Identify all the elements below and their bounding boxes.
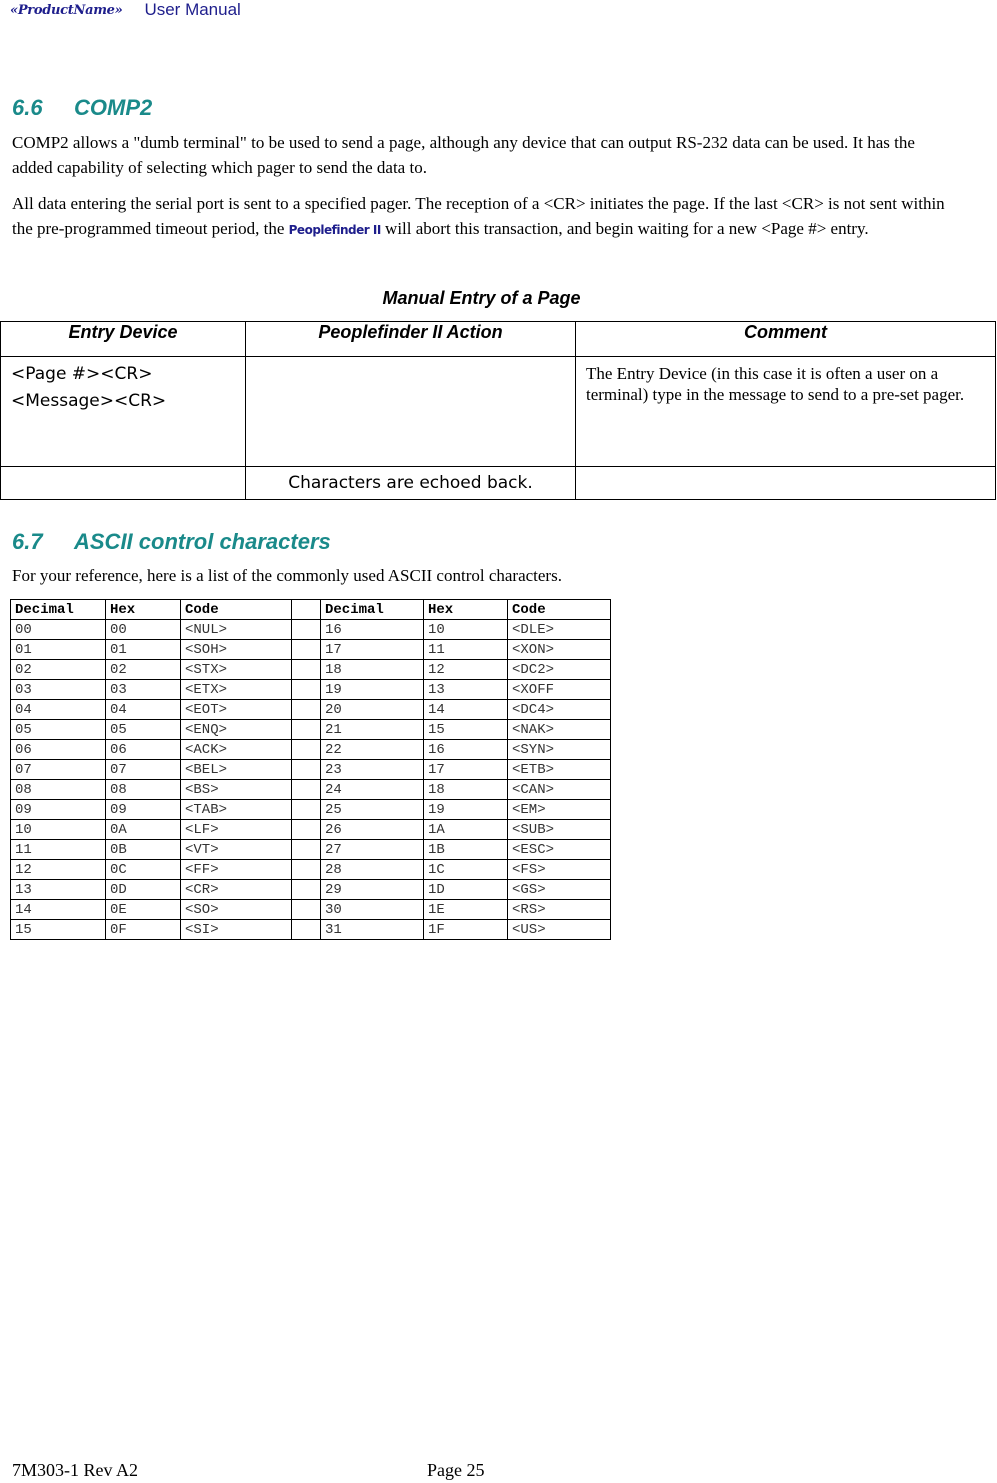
code-cell: <BEL> [181, 760, 292, 780]
code-cell: <NAK> [508, 720, 611, 740]
decimal-cell: 19 [321, 680, 424, 700]
table-row [11, 780, 611, 800]
table-row [11, 920, 611, 940]
decimal-cell: 18 [321, 660, 424, 680]
table-row [11, 740, 611, 760]
hex-cell: 13 [424, 680, 508, 700]
hex-cell: 19 [424, 800, 508, 820]
col-comment: Comment [576, 322, 996, 357]
hex-cell: 04 [106, 700, 181, 720]
ascii-table-body [11, 620, 611, 940]
code-cell: <FF> [181, 860, 292, 880]
decimal-cell: 15 [11, 920, 106, 940]
spacer-cell [292, 660, 321, 680]
hex-cell: 18 [424, 780, 508, 800]
decimal-cell: 16 [321, 620, 424, 640]
action-cell: Characters are echoed back. [246, 467, 576, 500]
decimal-cell: 31 [321, 920, 424, 940]
hex-cell: 16 [424, 740, 508, 760]
decimal-cell: 10 [11, 820, 106, 840]
table-row [11, 620, 611, 640]
hex-cell: 1E [424, 900, 508, 920]
table-row [11, 900, 611, 920]
table-row [11, 680, 611, 700]
table-row [11, 880, 611, 900]
entry-line-2: <Message><CR> [11, 391, 167, 411]
spacer-cell [292, 640, 321, 660]
hex-cell: 07 [106, 760, 181, 780]
hex-cell: 09 [106, 800, 181, 820]
decimal-cell: 07 [11, 760, 106, 780]
section-number: 6.7 [12, 529, 43, 554]
hex-cell: 1B [424, 840, 508, 860]
decimal-cell: 01 [11, 640, 106, 660]
code-cell: <XOFF [508, 680, 611, 700]
decimal-cell: 08 [11, 780, 106, 800]
entry-device-cell [1, 357, 246, 467]
code-cell: <DLE> [508, 620, 611, 640]
code-cell: <SYN> [508, 740, 611, 760]
hex-cell: 17 [424, 760, 508, 780]
spacer-cell [292, 760, 321, 780]
code-cell: <EOT> [181, 700, 292, 720]
comp2-behavior-text-b: will abort this transaction, and begin waiting for a new <Page #> entry. [380, 219, 869, 238]
code-cell: <ESC> [508, 840, 611, 860]
hex-cell: 00 [106, 620, 181, 640]
decimal-cell: 04 [11, 700, 106, 720]
hex-cell: 1C [424, 860, 508, 880]
hex-cell: 0E [106, 900, 181, 920]
decimal-cell: 29 [321, 880, 424, 900]
table-row [11, 840, 611, 860]
code-cell: <BS> [181, 780, 292, 800]
decimal-cell: 25 [321, 800, 424, 820]
code-cell: <SO> [181, 900, 292, 920]
peoplefinder-brand-field: Peoplefinder II [288, 223, 381, 237]
hex-cell: 15 [424, 720, 508, 740]
comment-cell [576, 467, 996, 500]
ascii-intro: For your reference, here is a list of the commonly used ASCII control characters. [12, 566, 562, 585]
spacer-cell [292, 620, 321, 640]
decimal-cell: 28 [321, 860, 424, 880]
footer-page-number: Page 25 [427, 1460, 485, 1480]
entry-line-1: <Page #><CR> [11, 364, 153, 384]
hex-cell: 01 [106, 640, 181, 660]
decimal-cell: 21 [321, 720, 424, 740]
spacer-cell [292, 860, 321, 880]
hex-cell: 10 [424, 620, 508, 640]
hex-cell: 0A [106, 820, 181, 840]
section-6-7-heading [12, 529, 331, 555]
decimal-cell: 13 [11, 880, 106, 900]
spacer-cell [292, 700, 321, 720]
table-row [11, 760, 611, 780]
hex-cell: 08 [106, 780, 181, 800]
code-cell: <ETX> [181, 680, 292, 700]
product-name-field: «ProductName» [10, 2, 123, 18]
comment-cell: The Entry Device (in this case it is often a user on a terminal) type in the message to send to a pre-set pager. [576, 357, 996, 467]
code-cell: <ETB> [508, 760, 611, 780]
hex-cell: 02 [106, 660, 181, 680]
code-cell: <EM> [508, 800, 611, 820]
code-cell: <DC2> [508, 660, 611, 680]
decimal-cell: 22 [321, 740, 424, 760]
code-cell: <RS> [508, 900, 611, 920]
hex-cell: 0C [106, 860, 181, 880]
hex-cell: 05 [106, 720, 181, 740]
spacer-cell [292, 900, 321, 920]
decimal-cell: 02 [11, 660, 106, 680]
decimal-cell: 30 [321, 900, 424, 920]
table-row [1, 357, 996, 467]
hex-cell: 0B [106, 840, 181, 860]
table-row [11, 820, 611, 840]
table-row [11, 800, 611, 820]
decimal-cell: 27 [321, 840, 424, 860]
spacer-cell [292, 740, 321, 760]
code-cell: <CAN> [508, 780, 611, 800]
ascii-table [10, 599, 611, 940]
table-row [11, 860, 611, 880]
decimal-cell: 20 [321, 700, 424, 720]
table-caption: Manual Entry of a Page [382, 288, 581, 308]
spacer-cell [292, 780, 321, 800]
entry-device-cell [1, 467, 246, 500]
hex-cell: 06 [106, 740, 181, 760]
code-cell: <FS> [508, 860, 611, 880]
code-cell: <STX> [181, 660, 292, 680]
decimal-cell: 17 [321, 640, 424, 660]
code-cell: <ENQ> [181, 720, 292, 740]
code-cell: <US> [508, 920, 611, 940]
hex-cell: 14 [424, 700, 508, 720]
code-cell: <ACK> [181, 740, 292, 760]
hex-cell: 0F [106, 920, 181, 940]
col-decimal: Decimal [11, 600, 106, 620]
hex-cell: 1A [424, 820, 508, 840]
spacer-cell [292, 800, 321, 820]
spacer-cell [292, 720, 321, 740]
spacer-cell [292, 680, 321, 700]
manual-entry-table [0, 321, 996, 500]
comp2-description: COMP2 allows a "dumb terminal" to be used to send a page, although any device that can output RS-232 data can be used. It has the added capability of selecting which pager to send the data to. [12, 133, 915, 177]
header-title: User Manual [144, 0, 241, 19]
decimal-cell: 23 [321, 760, 424, 780]
decimal-cell: 26 [321, 820, 424, 840]
table-row [1, 467, 996, 500]
code-cell: <LF> [181, 820, 292, 840]
spacer-cell [292, 880, 321, 900]
hex-cell: 0D [106, 880, 181, 900]
hex-cell: 11 [424, 640, 508, 660]
col-code-2: Code [508, 600, 611, 620]
decimal-cell: 12 [11, 860, 106, 880]
hex-cell: 1D [424, 880, 508, 900]
decimal-cell: 24 [321, 780, 424, 800]
table-row [11, 640, 611, 660]
hex-cell: 03 [106, 680, 181, 700]
hex-cell: 1F [424, 920, 508, 940]
code-cell: <SI> [181, 920, 292, 940]
code-cell: <SUB> [508, 820, 611, 840]
spacer-cell [292, 820, 321, 840]
ascii-header-row [11, 600, 611, 620]
footer-doc-id: 7M303-1 Rev A2 [12, 1460, 138, 1480]
page-header [10, 0, 241, 20]
decimal-cell: 00 [11, 620, 106, 640]
code-cell: <XON> [508, 640, 611, 660]
decimal-cell: 11 [11, 840, 106, 860]
section-title: ASCII control characters [74, 529, 331, 554]
code-cell: <CR> [181, 880, 292, 900]
code-cell: <NUL> [181, 620, 292, 640]
code-cell: <GS> [508, 880, 611, 900]
table-row [11, 700, 611, 720]
decimal-cell: 05 [11, 720, 106, 740]
table-row [11, 660, 611, 680]
col-decimal-2: Decimal [321, 600, 424, 620]
code-cell: <SOH> [181, 640, 292, 660]
table-header-row [1, 322, 996, 357]
decimal-cell: 14 [11, 900, 106, 920]
hex-cell: 12 [424, 660, 508, 680]
comp2-behavior [12, 191, 952, 243]
col-action: Peoplefinder II Action [246, 322, 576, 357]
section-6-6-heading [12, 95, 152, 121]
code-cell: <VT> [181, 840, 292, 860]
col-entry-device: Entry Device [1, 322, 246, 357]
section-number: 6.6 [12, 95, 43, 120]
code-cell: <DC4> [508, 700, 611, 720]
col-hex-2: Hex [424, 600, 508, 620]
action-cell [246, 357, 576, 467]
spacer-cell [292, 920, 321, 940]
comp2-behavior-text-a: All data entering the serial port is sent to a specified pager. The reception of a <CR> initiates the page. If the last <CR> is not sent within the pre-programmed timeout period, the [12, 194, 945, 238]
col-code: Code [181, 600, 292, 620]
section-title: COMP2 [74, 95, 153, 120]
code-cell: <TAB> [181, 800, 292, 820]
col-spacer [292, 600, 321, 620]
decimal-cell: 03 [11, 680, 106, 700]
table-row [11, 720, 611, 740]
spacer-cell [292, 840, 321, 860]
decimal-cell: 09 [11, 800, 106, 820]
decimal-cell: 06 [11, 740, 106, 760]
col-hex: Hex [106, 600, 181, 620]
